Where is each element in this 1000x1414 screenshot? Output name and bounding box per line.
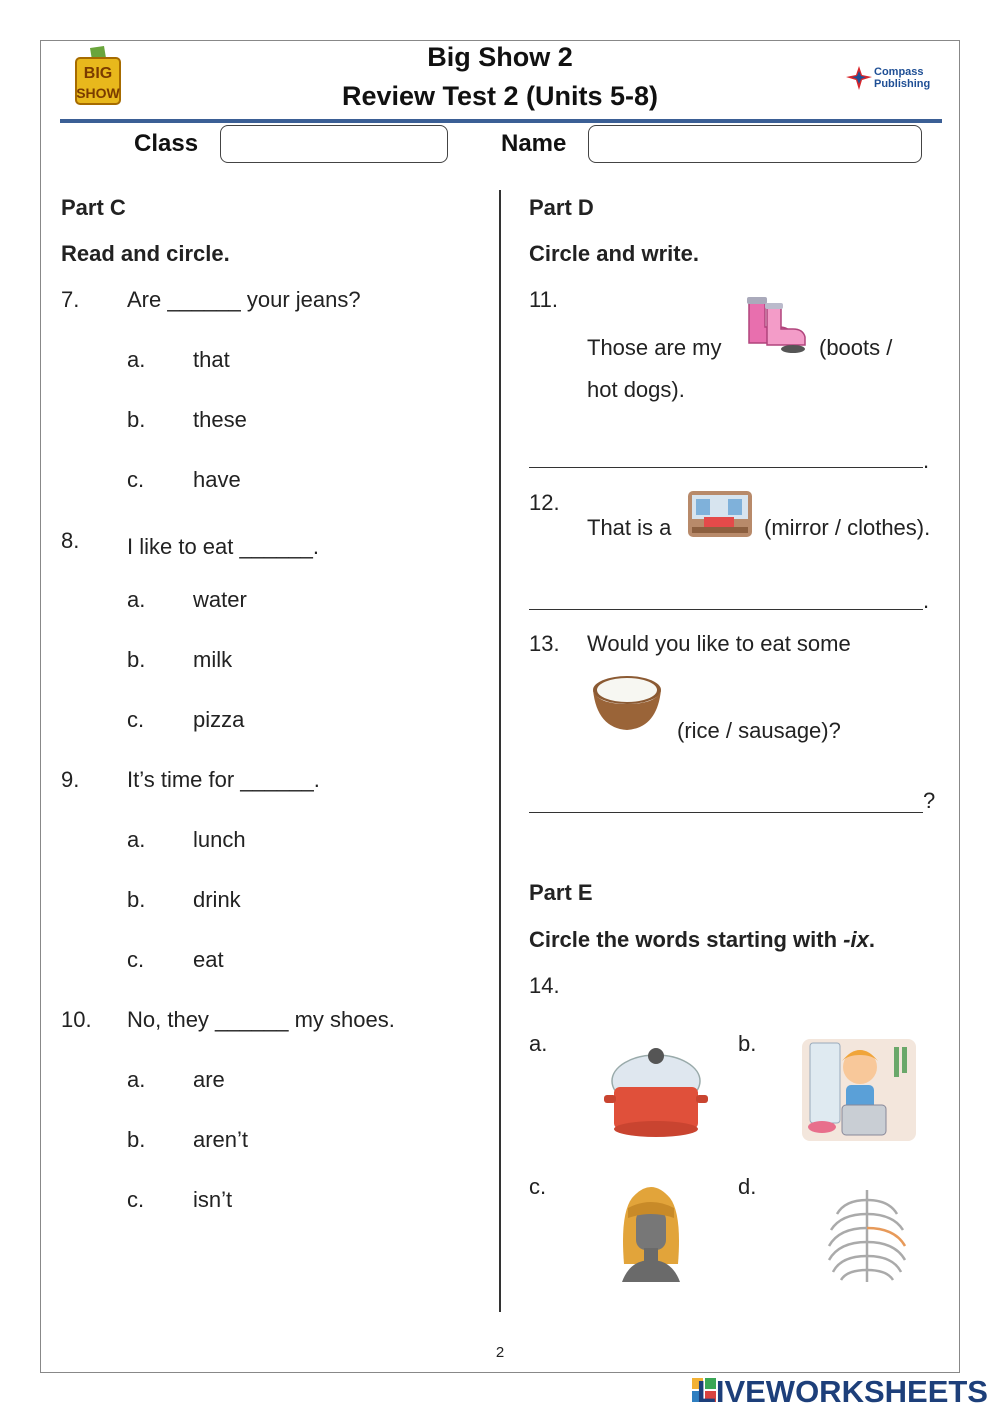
part-c-title: Part C xyxy=(61,195,126,220)
compass-star-icon xyxy=(844,64,874,92)
option-letter: b. xyxy=(127,1127,146,1152)
question-number: 12. xyxy=(529,490,560,515)
choice-text[interactable]: (rice / sausage)? xyxy=(677,718,841,743)
question-text: Those are my xyxy=(587,335,722,360)
option-text[interactable]: milk xyxy=(193,647,233,672)
column-divider xyxy=(499,190,501,1312)
part-d-title: Part D xyxy=(529,195,594,220)
logo-text-show: SHOW xyxy=(76,85,120,101)
option-letter: b. xyxy=(127,647,146,672)
liveworksheets-brand[interactable]: LIVEWORKSHEETS xyxy=(696,1374,988,1409)
answer-punctuation: . xyxy=(923,448,930,473)
book-title: Big Show 2 xyxy=(427,42,573,72)
part-e-title: Part E xyxy=(529,880,593,905)
question-number: 9. xyxy=(61,767,80,792)
part-d-instruction: Circle and write. xyxy=(529,241,699,266)
header-rule xyxy=(60,119,942,123)
logo-text-big: BIG xyxy=(83,65,113,82)
wig-icon[interactable] xyxy=(614,1184,688,1282)
boy-mixing-icon[interactable] xyxy=(802,1039,916,1141)
option-letter: c. xyxy=(127,1187,145,1212)
name-input[interactable] xyxy=(588,125,922,163)
option-text[interactable]: aren’t xyxy=(193,1127,249,1152)
option-text[interactable]: pizza xyxy=(193,707,245,732)
option-letter: c. xyxy=(529,1174,547,1199)
pot-icon[interactable] xyxy=(604,1043,708,1141)
question-text: No, they ______ my shoes. xyxy=(127,1007,395,1032)
answer-punctuation: . xyxy=(923,588,930,613)
part-e-instruction xyxy=(529,927,875,953)
question-text: Are ______ your jeans? xyxy=(127,287,361,312)
answer-line[interactable] xyxy=(529,467,923,468)
bedroom-mirror-icon xyxy=(688,491,752,537)
name-label: Name xyxy=(501,130,567,157)
option-letter: d. xyxy=(738,1174,757,1199)
question-number: 11. xyxy=(529,287,558,312)
option-letter: a. xyxy=(127,1067,146,1092)
option-letter: c. xyxy=(127,467,145,492)
question-number: 13. xyxy=(529,631,560,656)
option-letter: c. xyxy=(127,707,145,732)
option-text[interactable]: isn’t xyxy=(193,1187,233,1212)
choice-text[interactable]: (boots / xyxy=(819,335,893,360)
rice-bowl-icon xyxy=(590,668,664,732)
option-letter: c. xyxy=(127,947,145,972)
option-text[interactable]: are xyxy=(193,1067,225,1092)
option-text[interactable]: these xyxy=(193,407,247,432)
choice-text[interactable]: hot dogs). xyxy=(587,377,685,402)
answer-punctuation: ? xyxy=(923,788,936,813)
option-letter: a. xyxy=(127,587,146,612)
option-text[interactable]: that xyxy=(193,347,230,372)
question-number: 7. xyxy=(61,287,80,312)
publisher-name-line2: Publishing xyxy=(874,78,931,90)
option-text[interactable]: drink xyxy=(193,887,241,912)
option-text[interactable]: water xyxy=(193,587,247,612)
option-letter: a. xyxy=(127,827,146,852)
instruction-italic: -ix xyxy=(843,927,869,952)
instruction-main: Circle the words starting with xyxy=(529,927,844,952)
question-number: 14. xyxy=(529,973,560,998)
ribcage-icon[interactable] xyxy=(823,1186,911,1286)
question-text: I like to eat ______. xyxy=(127,534,320,559)
option-letter: a. xyxy=(127,347,146,372)
question-text: That is a xyxy=(587,515,672,540)
question-number: 8. xyxy=(61,528,80,553)
option-letter: b. xyxy=(738,1031,757,1056)
class-label: Class xyxy=(134,130,199,157)
question-number: 10. xyxy=(61,1007,92,1032)
test-title: Review Test 2 (Units 5-8) xyxy=(341,81,659,111)
page-number: 2 xyxy=(495,1344,505,1361)
question-text: It’s time for ______. xyxy=(127,767,320,792)
part-c-instruction: Read and circle. xyxy=(61,241,230,266)
answer-line[interactable] xyxy=(529,609,923,610)
choice-text[interactable]: (mirror / clothes). xyxy=(764,515,931,540)
option-text[interactable]: lunch xyxy=(193,827,246,852)
boots-icon xyxy=(743,295,809,357)
instruction-end: . xyxy=(868,927,875,952)
publisher-name-line1: Compass xyxy=(874,66,924,78)
option-letter: b. xyxy=(127,887,146,912)
option-text[interactable]: have xyxy=(193,467,241,492)
option-letter: b. xyxy=(127,407,146,432)
compass-publishing-logo xyxy=(844,64,934,94)
class-input[interactable] xyxy=(220,125,448,163)
option-text[interactable]: eat xyxy=(193,947,224,972)
option-letter: a. xyxy=(529,1031,548,1056)
answer-line[interactable] xyxy=(529,812,923,813)
question-text: Would you like to eat some xyxy=(587,631,851,656)
